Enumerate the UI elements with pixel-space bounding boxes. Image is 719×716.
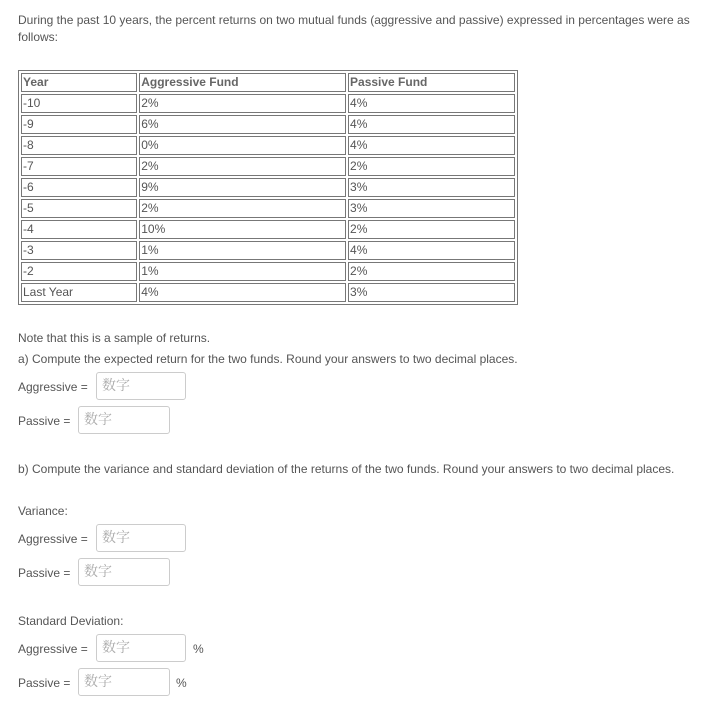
sample-note: Note that this is a sample of returns. — [18, 331, 211, 345]
aggressive-return-cell: 0% — [139, 136, 346, 155]
table-row — [21, 94, 515, 113]
year-cell: Last Year — [21, 283, 137, 302]
year-cell: -2 — [21, 262, 137, 281]
problem-intro: During the past 10 years, the percent returns on two mutual funds (aggressive and passive) expressed in percentages were as follows: — [18, 13, 690, 44]
aggressive-return-cell: 10% — [139, 220, 346, 239]
header-year: Year — [21, 73, 137, 92]
part-a-question: a) Compute the expected return for the two funds. Round your answers to two decimal places. — [18, 352, 518, 366]
stddev-heading: Standard Deviation: — [18, 614, 124, 628]
expected-return-passive-input[interactable] — [78, 406, 170, 434]
passive-return-cell: 4% — [348, 241, 515, 260]
variance-aggressive-input[interactable] — [96, 524, 186, 552]
year-cell: -6 — [21, 178, 137, 197]
aggressive-return-cell: 1% — [139, 262, 346, 281]
table-row — [21, 157, 515, 176]
passive-return-cell: 3% — [348, 178, 515, 197]
stddev-passive-percent-unit: % — [176, 676, 187, 690]
passive-return-cell: 3% — [348, 199, 515, 218]
year-cell: -4 — [21, 220, 137, 239]
table-row — [21, 262, 515, 281]
returns-table — [18, 70, 518, 305]
expected-return-aggressive-input[interactable] — [96, 372, 186, 400]
year-cell: -9 — [21, 115, 137, 134]
table-row — [21, 136, 515, 155]
aggressive-return-cell: 4% — [139, 283, 346, 302]
table-row — [21, 283, 515, 302]
variance-heading: Variance: — [18, 504, 68, 518]
table-row — [21, 199, 515, 218]
variance-passive-input[interactable] — [78, 558, 170, 586]
aggressive-return-cell: 2% — [139, 199, 346, 218]
aggressive-return-cell: 6% — [139, 115, 346, 134]
aggressive-return-cell: 9% — [139, 178, 346, 197]
passive-return-cell: 4% — [348, 136, 515, 155]
passive-return-cell: 4% — [348, 94, 515, 113]
table-row — [21, 241, 515, 260]
year-cell: -10 — [21, 94, 137, 113]
aggressive-return-cell: 2% — [139, 94, 346, 113]
stddev-passive-label: Passive = — [18, 676, 71, 690]
variance-passive-label: Passive = — [18, 566, 71, 580]
passive-return-cell: 2% — [348, 220, 515, 239]
header-aggressive: Aggressive Fund — [139, 73, 346, 92]
passive-return-cell: 2% — [348, 262, 515, 281]
aggressive-return-cell: 2% — [139, 157, 346, 176]
year-cell: -7 — [21, 157, 137, 176]
table-row — [21, 178, 515, 197]
stddev-aggressive-input[interactable] — [96, 634, 186, 662]
table-row — [21, 220, 515, 239]
passive-return-cell: 3% — [348, 283, 515, 302]
part-b-question: b) Compute the variance and standard deviation of the returns of the two funds. Round your answers to two decimal places. — [18, 462, 675, 476]
passive-return-cell: 4% — [348, 115, 515, 134]
year-cell: -5 — [21, 199, 137, 218]
table-header-row — [21, 73, 515, 92]
header-passive: Passive Fund — [348, 73, 515, 92]
year-cell: -3 — [21, 241, 137, 260]
year-cell: -8 — [21, 136, 137, 155]
stddev-aggressive-label: Aggressive = — [18, 642, 88, 656]
stddev-passive-input[interactable] — [78, 668, 170, 696]
part-a-aggressive-label: Aggressive = — [18, 380, 88, 394]
variance-aggressive-label: Aggressive = — [18, 532, 88, 546]
aggressive-return-cell: 1% — [139, 241, 346, 260]
stddev-aggressive-percent-unit: % — [193, 642, 204, 656]
passive-return-cell: 2% — [348, 157, 515, 176]
part-a-passive-label: Passive = — [18, 414, 71, 428]
table-row — [21, 115, 515, 134]
